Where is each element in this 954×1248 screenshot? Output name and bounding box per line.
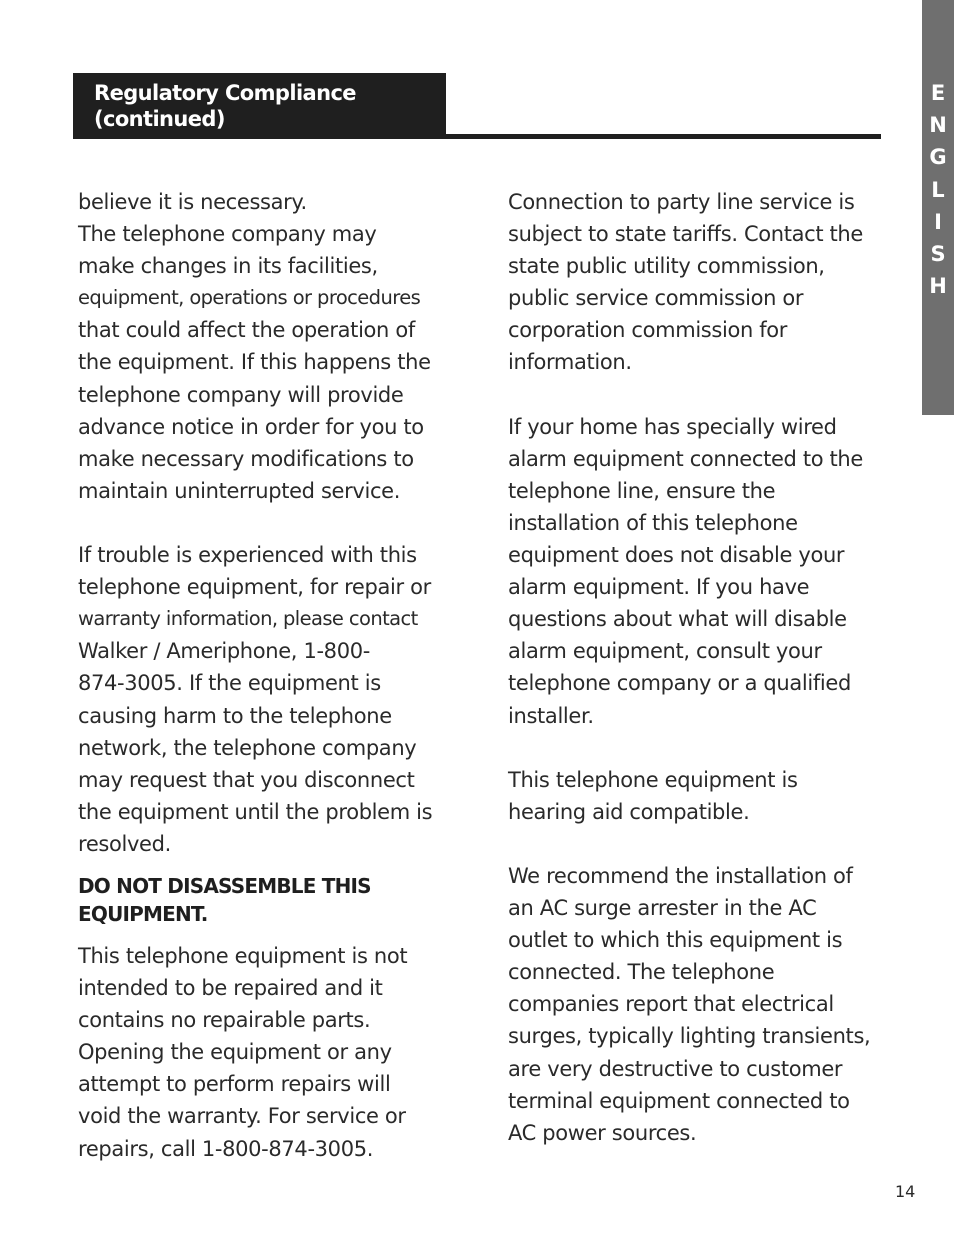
text-line: terminal equipment connected to xyxy=(508,1088,850,1113)
language-tab-letter: S xyxy=(930,242,946,267)
text-line: attempt to perform repairs will xyxy=(78,1072,391,1097)
text-line: state public utility commission, xyxy=(508,254,825,279)
text-line: 874-3005. If the equipment is xyxy=(78,671,381,696)
text-line: contains no repairable parts. xyxy=(78,1008,371,1033)
language-tab-letter: N xyxy=(929,113,947,138)
text-line: intended to be repaired and it xyxy=(78,976,383,1001)
text-line: This telephone equipment is xyxy=(508,767,798,792)
text-line: telephone company or a qualified xyxy=(508,671,851,696)
text-line: advance notice in order for you to xyxy=(78,414,424,439)
text-line: the equipment. If this happens the xyxy=(78,350,431,375)
left-column xyxy=(78,186,468,1165)
text-line: installation of this telephone xyxy=(508,510,798,535)
text-line: information. xyxy=(508,350,632,375)
text-line: hearing aid compatible. xyxy=(508,799,750,824)
text-line: connected. The telephone xyxy=(508,960,775,985)
paragraph-telephone-company-changes xyxy=(78,186,468,507)
text-line: are very destructive to customer xyxy=(508,1056,843,1081)
text-line: questions about what will disable xyxy=(508,607,847,632)
text-line: telephone equipment, for repair or xyxy=(78,575,431,600)
text-line: Walker / Ameriphone, 1-800- xyxy=(78,639,370,664)
paragraph-party-line xyxy=(508,186,898,379)
text-line: companies report that electrical xyxy=(508,992,834,1017)
section-title-line: Regulatory Compliance xyxy=(94,81,356,105)
text-line: network, the telephone company xyxy=(78,735,417,760)
text-line: corporation commission for xyxy=(508,318,788,343)
language-tab-letter: E xyxy=(930,81,946,105)
language-tab-letter: H xyxy=(929,274,947,299)
text-line: We recommend the installation of xyxy=(508,863,853,888)
text-line: AC power sources. xyxy=(508,1120,697,1145)
text-line: equipment does not disable your xyxy=(508,543,845,568)
text-line: resolved. xyxy=(78,831,171,856)
text-line: make necessary modifications to xyxy=(78,446,414,471)
language-tab-letter: I xyxy=(934,209,942,234)
text-line: believe it is necessary. xyxy=(78,190,307,214)
text-line: public service commission or xyxy=(508,286,804,311)
text-line: may request that you disconnect xyxy=(78,767,415,792)
section-title xyxy=(94,80,434,132)
warning-heading xyxy=(78,872,468,929)
text-line: Opening the equipment or any xyxy=(78,1040,392,1065)
paragraph-spacer xyxy=(508,379,898,411)
text-line: outlet to which this equipment is xyxy=(508,928,843,953)
paragraph-spacer xyxy=(78,507,468,539)
section-title-line: (continued) xyxy=(94,107,225,131)
text-line: subject to state tariffs. Contact the xyxy=(508,222,863,247)
text-line: causing harm to the telephone xyxy=(78,703,392,728)
text-line: an AC surge arrester in the AC xyxy=(508,896,817,921)
language-tab-label xyxy=(922,77,954,302)
paragraph-spacer xyxy=(508,828,898,860)
text-line: repairs, call 1-800-874-3005. xyxy=(78,1136,374,1161)
paragraph-trouble-repair xyxy=(78,539,468,860)
text-line: void the warranty. For service or xyxy=(78,1104,406,1129)
language-tab xyxy=(922,0,954,415)
text-line: If trouble is experienced with this xyxy=(78,543,417,568)
text-line: This telephone equipment is not xyxy=(78,943,408,968)
text-line: surges, typically lighting transients, xyxy=(508,1024,871,1049)
text-line: telephone company will provide xyxy=(78,382,404,407)
header-divider-rule xyxy=(73,134,881,139)
text-line: The telephone company may xyxy=(78,222,377,247)
text-line: equipment, operations or procedures xyxy=(78,286,421,310)
text-line: Connection to party line service is xyxy=(508,190,855,214)
paragraph-alarm-equipment xyxy=(508,411,898,732)
page-number: 14 xyxy=(895,1182,916,1201)
text-line: warranty information, please contact xyxy=(78,607,418,631)
text-line: that could affect the operation of xyxy=(78,318,415,343)
text-line: maintain uninterrupted service. xyxy=(78,478,401,503)
language-tab-letter: G xyxy=(929,145,947,170)
text-line: alarm equipment connected to the xyxy=(508,446,863,471)
paragraph-surge-arrester xyxy=(508,860,898,1149)
warning-heading-line: EQUIPMENT. xyxy=(78,902,208,927)
text-line: installer. xyxy=(508,703,594,728)
paragraph-spacer xyxy=(508,732,898,764)
warning-heading-line: DO NOT DISASSEMBLE THIS xyxy=(78,873,371,898)
right-column xyxy=(508,186,898,1149)
text-line: the equipment until the problem is xyxy=(78,799,433,824)
text-line: If your home has specially wired xyxy=(508,414,837,439)
paragraph-hearing-aid xyxy=(508,764,898,828)
text-line: alarm equipment, consult your xyxy=(508,639,822,664)
paragraph-no-repairable-parts xyxy=(78,940,468,1165)
text-line: make changes in its facilities, xyxy=(78,254,378,279)
language-tab-letter: L xyxy=(931,177,945,202)
text-line: telephone line, ensure the xyxy=(508,478,776,503)
text-line: alarm equipment. If you have xyxy=(508,575,810,600)
